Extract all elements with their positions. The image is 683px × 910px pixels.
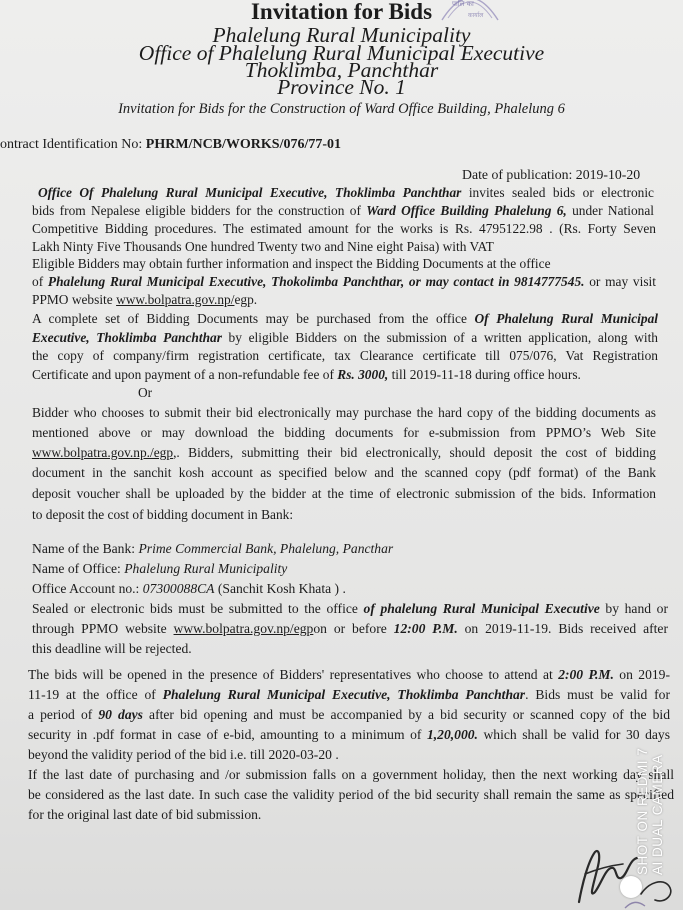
office-name-row: Name of Office: Phalelung Rural Municipality xyxy=(32,561,288,576)
para4-line2: mentioned above or may download the bidding documents for e-submission from PPMO’s Web Site xyxy=(32,425,656,440)
contract-label: ontract Identification No: xyxy=(0,137,146,152)
ppmo-link[interactable]: www.bolpatra.gov.np/ xyxy=(116,292,235,307)
watermark-dot-icon xyxy=(620,876,642,898)
para6-line4: security in .pdf format in case of e-bid, amounting to a minimum of 1,20,000. which shall be valid for 30 days xyxy=(28,727,670,742)
bolpatra-egp-link[interactable]: www.bolpatra.gov.np/egp xyxy=(173,621,314,636)
svg-text:कार्याल: कार्याल xyxy=(468,12,484,19)
para1-line1: Office Of Phalelung Rural Municipal Executive, Thoklimba Panchthar invites sealed bids or electronic xyxy=(38,185,654,200)
camera-watermark xyxy=(612,660,682,910)
publication-value: 2019-10-20 xyxy=(575,167,641,182)
para2-line2: of Phalelung Rural Municipal Executive, Thokolimba Panchthar, or may contact in 9814777545. or may visit xyxy=(32,274,656,289)
para6-line1: The bids will be opened in the presence of Bidders' representatives who choose to attend at 2:00 P.M. on 2019- xyxy=(28,667,670,682)
para1-line4: Lakh Ninty Five Thousands One hundred Twenty two and Nine eight Paisa) with VAT xyxy=(32,239,494,254)
svg-text:पालि का: पालि का xyxy=(452,0,474,8)
para4-line3: www.bolpatra.gov.np./egp,. Bidders, submitting their bid electronically, should deposit the cost of bidding xyxy=(32,445,656,460)
para4-line6: to deposit the cost of bidding document in Bank: xyxy=(32,507,294,522)
bolpatra-link[interactable]: www.bolpatra.gov.np./egp xyxy=(32,445,174,460)
para3-line1: A complete set of Bidding Documents may be purchased from the office Of Phalelung Rural Municipal xyxy=(32,311,658,326)
para4-line5: deposit voucher shall be uploaded by the bidder at the time of electronic submission of the bids. Information xyxy=(32,486,656,501)
watermark-line1: SHOT ON REDMI 7 xyxy=(635,747,650,875)
document-title: Invitation for Bids xyxy=(250,0,433,24)
para7-line1: If the last date of purchasing and /or submission falls on a government holiday, then the next working day shall xyxy=(28,767,674,782)
publication-date xyxy=(462,168,640,182)
para6-line5: beyond the validity period of the bid i.e. till 2020-03-20 . xyxy=(28,747,339,762)
para4-line4: document in the sanchit kosh account as specified below and the scanned copy (pdf format) of the Bank xyxy=(32,465,656,480)
para5-line3: this deadline will be rejected. xyxy=(32,641,192,656)
para6-line3: a period of 90 days after bid opening and must be accompanied by a bid security or scanned copy of the bid xyxy=(28,707,670,722)
account-number-row: Office Account no.: 07300088CA (Sanchit Kosh Khata ) . xyxy=(32,581,346,596)
para7-line2: be considered as the last date. In such case the validity period of the bid security shall remain the same as specified xyxy=(28,787,674,802)
para2-line3: PPMO website www.bolpatra.gov.np/egp. xyxy=(32,292,258,307)
para6-line2: 11-19 at the office of Phalelung Rural Municipal Executive, Thoklimba Panchthar. Bids must be valid for xyxy=(28,687,670,702)
para3-line3: the copy of company/firm registration certificate, tax Clearance certificate till 075/076, Vat Registration xyxy=(32,348,658,363)
office-location: Thoklimba, Panchthar xyxy=(244,58,439,82)
para3-line2: Executive, Thoklimba Panchthar by eligible Bidders on the submission of a written application, along with xyxy=(32,330,659,345)
para3-line4: Certificate and upon payment of a non-refundable fee of Rs. 3000, till 2019-11-18 during office hours. xyxy=(32,367,581,382)
office-name: Office of Phalelung Rural Municipal Executive xyxy=(138,41,545,65)
publication-label: Date of publication: xyxy=(462,167,576,182)
para5-line1: Sealed or electronic bids must be submitted to the office of phalelung Rural Municipal Executive by hand or xyxy=(32,601,669,616)
province: Province No. 1 xyxy=(277,75,406,99)
para1-line2: bids from Nepalese eligible bidders for the construction of Ward Office Building Phalelung 6, under National xyxy=(32,203,655,218)
para2-line1: Eligible Bidders may obtain further information and inspect the Bidding Documents at the office xyxy=(32,256,551,271)
bank-name-row: Name of the Bank: Prime Commercial Bank, Phalelung, Pancthar xyxy=(32,541,394,556)
para7-line3: for the original last date of bid submission. xyxy=(28,807,262,822)
contract-identification xyxy=(0,138,341,152)
para1-line3: Competitive Bidding procedures. The estimated amount for the works is Rs. 4795122.98 . (Rs. Forty Seven xyxy=(32,221,656,236)
municipality-name: Phalelung Rural Municipality xyxy=(212,23,471,47)
para5-line2: through PPMO website www.bolpatra.gov.np/egpon or before 12:00 P.M. on 2019-11-19. Bids received after xyxy=(32,621,668,636)
para4-line1: Bidder who chooses to submit their bid electronically may purchase the hard copy of the bidding documents as xyxy=(32,405,656,420)
contract-number: PHRM/NCB/WORKS/076/77-01 xyxy=(145,137,342,152)
watermark-line2: AI DUAL CAMERA xyxy=(650,754,665,875)
document-subtitle: Invitation for Bids for the Construction of Ward Office Building, Phalelung 6 xyxy=(118,101,565,117)
or-separator: Or xyxy=(138,385,153,400)
